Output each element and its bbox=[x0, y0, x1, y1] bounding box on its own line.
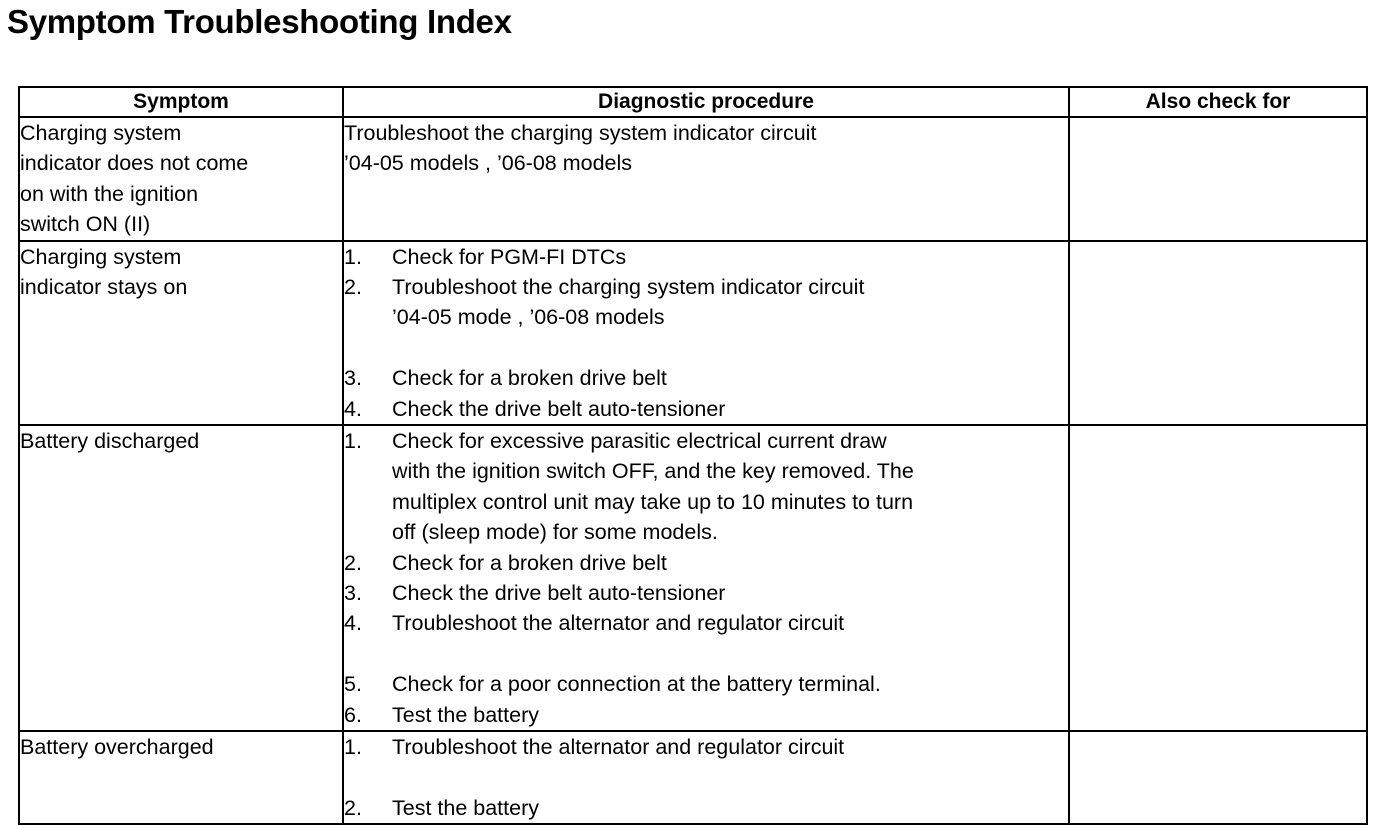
symptom-text: on with the ignition bbox=[20, 181, 199, 206]
also-check-for-cell bbox=[1069, 731, 1367, 824]
procedure-cell bbox=[343, 117, 1069, 241]
step-number: 5. bbox=[344, 672, 362, 697]
step-text: Check the drive belt auto-tensioner bbox=[392, 580, 726, 605]
procedure-step bbox=[344, 578, 1068, 608]
step-number: 3. bbox=[344, 366, 362, 391]
symptom-text: Battery discharged bbox=[20, 428, 200, 453]
symptom-text: Charging system bbox=[20, 121, 182, 145]
symptom-troubleshooting-table bbox=[18, 86, 1368, 825]
step-text: Test the battery bbox=[392, 702, 539, 727]
step-text: Troubleshoot the charging system indicator circuit bbox=[392, 274, 865, 299]
step-number: 2. bbox=[344, 795, 362, 820]
also-check-for-cell bbox=[1069, 241, 1367, 425]
step-number: 2. bbox=[344, 550, 362, 575]
table-row bbox=[19, 117, 1367, 241]
symptom-cell bbox=[19, 241, 343, 425]
step-number: 1. bbox=[344, 428, 362, 453]
procedure-step bbox=[344, 426, 1068, 548]
symptom-cell bbox=[19, 425, 343, 731]
symptom-column-header: Symptom bbox=[19, 87, 343, 117]
symptom-cell bbox=[19, 117, 343, 241]
procedure-cell bbox=[343, 731, 1069, 824]
procedure-text: Troubleshoot the charging system indicator circuit bbox=[344, 121, 817, 145]
step-text: Check for a broken drive belt bbox=[392, 550, 667, 575]
procedure-step bbox=[344, 394, 1068, 424]
procedure-step bbox=[344, 700, 1068, 730]
procedure-step bbox=[344, 732, 1068, 762]
symptom-cell bbox=[19, 731, 343, 824]
step-number: 1. bbox=[344, 734, 362, 759]
step-text: Check for a broken drive belt bbox=[392, 366, 667, 391]
table-row bbox=[19, 425, 1367, 731]
table-row bbox=[19, 731, 1367, 824]
step-text: Check the drive belt auto-tensioner bbox=[392, 396, 726, 421]
procedure-text: ’04-05 models , ’06-08 models bbox=[344, 151, 633, 176]
table-row bbox=[19, 241, 1367, 425]
procedure-cell bbox=[343, 425, 1069, 731]
also-check-for-cell bbox=[1069, 117, 1367, 241]
step-number: 2. bbox=[344, 274, 362, 299]
step-text: Test the battery bbox=[392, 795, 539, 820]
step-number: 6. bbox=[344, 702, 362, 727]
step-number: 4. bbox=[344, 396, 362, 421]
procedure-step bbox=[344, 272, 1068, 333]
symptom-text: Charging system bbox=[20, 244, 182, 269]
symptom-text: indicator stays on bbox=[20, 274, 188, 299]
step-text: Check for a poor connection at the battery terminal. bbox=[392, 672, 881, 697]
procedure-step bbox=[344, 793, 1068, 823]
step-number: 4. bbox=[344, 611, 362, 636]
procedure-step bbox=[344, 242, 1068, 272]
table-header-row bbox=[19, 87, 1367, 117]
also-check-for-cell bbox=[1069, 425, 1367, 731]
step-text: with the ignition switch OFF, and the key removed. The bbox=[392, 459, 914, 484]
step-text: Check for excessive parasitic electrical current draw bbox=[392, 428, 887, 453]
procedure-cell bbox=[343, 241, 1069, 425]
also-check-for-column-header: Also check for bbox=[1069, 87, 1367, 117]
symptom-text: Battery overcharged bbox=[20, 734, 214, 759]
procedure-step bbox=[344, 669, 1068, 699]
step-text: Check for PGM-FI DTCs bbox=[392, 244, 627, 269]
procedure-step bbox=[344, 548, 1068, 578]
symptom-text: switch ON (II) bbox=[20, 212, 151, 237]
symptom-text: indicator does not come bbox=[20, 151, 249, 176]
step-number: 3. bbox=[344, 580, 362, 605]
page-title: Symptom Troubleshooting Index bbox=[7, 3, 512, 40]
step-text: ’04-05 mode , ’06-08 models bbox=[392, 305, 665, 330]
step-text: off (sleep mode) for some models. bbox=[392, 520, 718, 545]
step-text: multiplex control unit may take up to 10 minutes to turn bbox=[392, 489, 914, 514]
step-text: Troubleshoot the alternator and regulator circuit bbox=[392, 611, 845, 636]
procedure-step bbox=[344, 608, 1068, 638]
procedure-step bbox=[344, 363, 1068, 393]
step-number: 1. bbox=[344, 244, 362, 269]
diagnostic-procedure-column-header: Diagnostic procedure bbox=[343, 87, 1069, 117]
step-text: Troubleshoot the alternator and regulator circuit bbox=[392, 734, 845, 759]
